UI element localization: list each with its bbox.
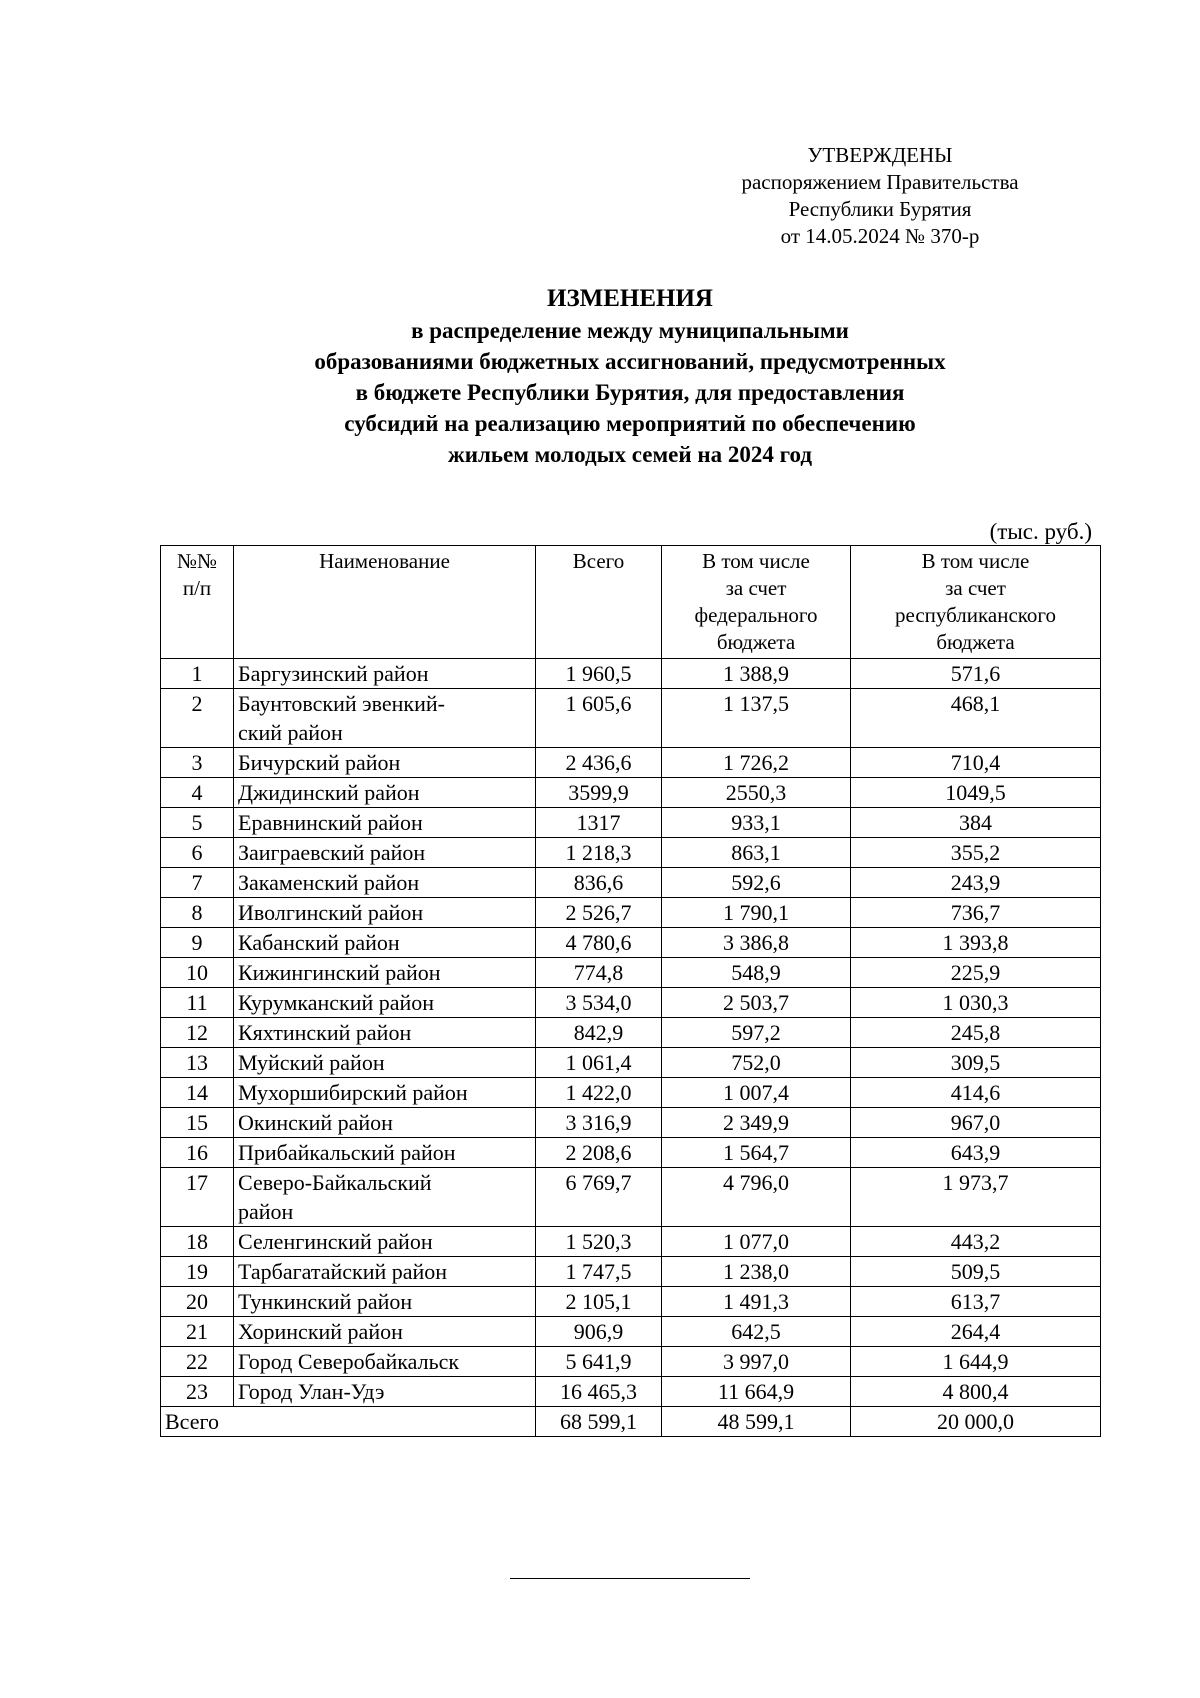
table-row: [161, 659, 1101, 689]
row-federal: 863,1: [662, 838, 851, 868]
row-name: [234, 958, 536, 988]
table-row: [161, 1257, 1101, 1287]
row-federal: 2 503,7: [662, 988, 851, 1018]
row-republic: 245,8: [851, 1018, 1101, 1048]
row-total: 774,8: [536, 958, 662, 988]
row-name-line: ский район: [238, 720, 343, 745]
row-total: 5 641,9: [536, 1347, 662, 1377]
row-name-line: Мухоршибирский район: [238, 1080, 468, 1105]
row-republic: 384: [851, 808, 1101, 838]
table-row: [161, 958, 1101, 988]
total-federal: 48 599,1: [662, 1407, 851, 1437]
row-number: 21: [161, 1317, 234, 1347]
row-republic: 309,5: [851, 1048, 1101, 1078]
approval-decree: распоряжением Правительства: [741, 170, 1019, 194]
row-total: 2 105,1: [536, 1287, 662, 1317]
row-name: [234, 748, 536, 778]
row-name-line: Заиграевский район: [238, 840, 426, 865]
row-republic: 1 393,8: [851, 928, 1101, 958]
approval-heading: УТВЕРЖДЕНЫ: [807, 143, 953, 167]
row-number: 13: [161, 1048, 234, 1078]
row-name: [234, 1257, 536, 1287]
row-republic: 643,9: [851, 1138, 1101, 1168]
row-republic: 264,4: [851, 1317, 1101, 1347]
row-republic: 443,2: [851, 1227, 1101, 1257]
table-row: [161, 898, 1101, 928]
row-total: 16 465,3: [536, 1377, 662, 1407]
row-name: [234, 1048, 536, 1078]
row-total: 1 520,3: [536, 1227, 662, 1257]
row-total: 4 780,6: [536, 928, 662, 958]
title-line: образованиями бюджетных ассигнований, предусмотренных: [314, 349, 946, 374]
row-federal: 1 564,7: [662, 1138, 851, 1168]
row-number: 14: [161, 1078, 234, 1108]
row-total: 3599,9: [536, 778, 662, 808]
row-name-line: Еравнинский район: [238, 810, 423, 835]
row-number: 20: [161, 1287, 234, 1317]
row-federal: 1 388,9: [662, 659, 851, 689]
row-number: 23: [161, 1377, 234, 1407]
table-row: [161, 1108, 1101, 1138]
row-name: [234, 1108, 536, 1138]
row-republic: 1 973,7: [851, 1168, 1101, 1227]
row-number: 22: [161, 1347, 234, 1377]
row-name-line: Баунтовский эвенкий-: [238, 691, 445, 716]
row-name-line: Кабанский район: [238, 930, 400, 955]
title-line: в распределение между муниципальными: [411, 318, 849, 343]
row-number: 12: [161, 1018, 234, 1048]
row-name: [234, 868, 536, 898]
row-name-line: Кижингинский район: [238, 960, 441, 985]
row-total: 2 436,6: [536, 748, 662, 778]
row-number: 11: [161, 988, 234, 1018]
row-federal: 3 386,8: [662, 928, 851, 958]
total-republic: 20 000,0: [851, 1407, 1101, 1437]
row-republic: 243,9: [851, 868, 1101, 898]
row-number: 5: [161, 808, 234, 838]
table-row: [161, 778, 1101, 808]
row-federal: 1 137,5: [662, 689, 851, 748]
row-republic: 1049,5: [851, 778, 1101, 808]
table-row: [161, 1048, 1101, 1078]
row-federal: 1 077,0: [662, 1227, 851, 1257]
row-number: 18: [161, 1227, 234, 1257]
document-title: [150, 282, 1110, 470]
row-federal: 1 491,3: [662, 1287, 851, 1317]
row-number: 16: [161, 1138, 234, 1168]
row-name-line: Иволгинский район: [238, 900, 424, 925]
row-federal: 4 796,0: [662, 1168, 851, 1227]
row-republic: 613,7: [851, 1287, 1101, 1317]
row-name-line: Джидинский район: [238, 780, 420, 805]
row-number: 8: [161, 898, 234, 928]
row-name-line: Бичурский район: [238, 750, 401, 775]
row-total: 836,6: [536, 868, 662, 898]
row-federal: 1 726,2: [662, 748, 851, 778]
table-header-row: [161, 546, 1101, 659]
row-number: 7: [161, 868, 234, 898]
table-row: [161, 1377, 1101, 1407]
row-number: 6: [161, 838, 234, 868]
row-name: [234, 808, 536, 838]
row-name: [234, 1317, 536, 1347]
row-federal: 933,1: [662, 808, 851, 838]
approval-date-number: от 14.05.2024 № 370-р: [780, 224, 980, 248]
row-total: 1317: [536, 808, 662, 838]
row-federal: 592,6: [662, 868, 851, 898]
row-federal: 2 349,9: [662, 1108, 851, 1138]
row-name-line: Закаменский район: [238, 870, 420, 895]
row-federal: 2550,3: [662, 778, 851, 808]
row-number: 1: [161, 659, 234, 689]
row-name-line: Кяхтинский район: [238, 1020, 412, 1045]
row-federal: 752,0: [662, 1048, 851, 1078]
row-total: 1 061,4: [536, 1048, 662, 1078]
row-total: 3 534,0: [536, 988, 662, 1018]
row-republic: 468,1: [851, 689, 1101, 748]
table-row: [161, 1227, 1101, 1257]
title-line: в бюджете Республики Бурятия, для предоставления: [355, 380, 905, 405]
row-name: [234, 988, 536, 1018]
header-federal: В том числе за счет федерального бюджета: [662, 546, 851, 659]
table-total-row: [161, 1407, 1101, 1437]
row-total: 3 316,9: [536, 1108, 662, 1138]
row-number: 9: [161, 928, 234, 958]
header-name: Наименование: [234, 546, 536, 659]
row-name: [234, 778, 536, 808]
row-total: 2 208,6: [536, 1138, 662, 1168]
table-body: [161, 659, 1101, 1407]
row-republic: 225,9: [851, 958, 1101, 988]
row-republic: 710,4: [851, 748, 1101, 778]
table-row: [161, 1347, 1101, 1377]
title-main: ИЗМЕНЕНИЯ: [547, 285, 713, 312]
row-name: [234, 898, 536, 928]
table-row: [161, 1317, 1101, 1347]
row-name: [234, 1168, 536, 1227]
row-name: [234, 1377, 536, 1407]
row-republic: 4 800,4: [851, 1377, 1101, 1407]
row-number: 15: [161, 1108, 234, 1138]
row-name: [234, 1347, 536, 1377]
header-number: №№ п/п: [161, 546, 234, 659]
row-name: [234, 1078, 536, 1108]
row-number: 4: [161, 778, 234, 808]
row-republic: 414,6: [851, 1078, 1101, 1108]
total-label: Всего: [161, 1407, 536, 1437]
row-total: 6 769,7: [536, 1168, 662, 1227]
table-row: [161, 838, 1101, 868]
table-row: [161, 1168, 1101, 1227]
title-line: жильем молодых семей на 2024 год: [448, 442, 812, 467]
table-row: [161, 748, 1101, 778]
table-row: [161, 1078, 1101, 1108]
row-total: 1 747,5: [536, 1257, 662, 1287]
row-name-line: Муйский район: [238, 1050, 385, 1075]
table-row: [161, 1138, 1101, 1168]
table-row: [161, 689, 1101, 748]
total-all: 68 599,1: [536, 1407, 662, 1437]
row-name: [234, 838, 536, 868]
row-federal: 642,5: [662, 1317, 851, 1347]
approval-region: Республики Бурятия: [788, 197, 972, 221]
row-total: 842,9: [536, 1018, 662, 1048]
row-total: 906,9: [536, 1317, 662, 1347]
row-name: [234, 1287, 536, 1317]
row-federal: 3 997,0: [662, 1347, 851, 1377]
row-name-line: Тарбагатайский район: [238, 1259, 448, 1284]
end-separator-line: [510, 1578, 750, 1579]
row-number: 19: [161, 1257, 234, 1287]
row-republic: 509,5: [851, 1257, 1101, 1287]
table-row: [161, 1287, 1101, 1317]
row-name-line: Баргузинский район: [238, 661, 429, 686]
row-number: 2: [161, 689, 234, 748]
row-federal: 1 238,0: [662, 1257, 851, 1287]
table-row: [161, 808, 1101, 838]
row-name: [234, 1138, 536, 1168]
row-federal: 1 790,1: [662, 898, 851, 928]
row-name: [234, 689, 536, 748]
table-row: [161, 868, 1101, 898]
budget-table: [160, 545, 1101, 1437]
row-federal: 548,9: [662, 958, 851, 988]
row-name-line: Хоринский район: [238, 1319, 403, 1344]
header-total: Всего: [536, 546, 662, 659]
row-total: 1 422,0: [536, 1078, 662, 1108]
header-republic: В том числе за счет республиканского бюджета: [851, 546, 1101, 659]
approval-stamp: [690, 142, 1070, 250]
row-republic: 1 644,9: [851, 1347, 1101, 1377]
row-name-line: Город Улан-Удэ: [238, 1379, 385, 1404]
row-name-line: Северо-Байкальский: [238, 1170, 432, 1195]
row-total: 1 218,3: [536, 838, 662, 868]
row-total: 1 605,6: [536, 689, 662, 748]
row-total: 2 526,7: [536, 898, 662, 928]
row-republic: 736,7: [851, 898, 1101, 928]
table-row: [161, 1018, 1101, 1048]
row-republic: 571,6: [851, 659, 1101, 689]
row-name-line: Прибайкальский район: [238, 1140, 456, 1165]
row-name: [234, 928, 536, 958]
row-name-line: Курумканский район: [238, 990, 435, 1015]
row-name-line: район: [238, 1199, 294, 1224]
title-line: субсидий на реализацию мероприятий по обеспечению: [344, 411, 916, 436]
row-name: [234, 659, 536, 689]
units-label: (тыс. руб.): [989, 519, 1092, 544]
row-republic: 1 030,3: [851, 988, 1101, 1018]
row-republic: 967,0: [851, 1108, 1101, 1138]
row-federal: 1 007,4: [662, 1078, 851, 1108]
row-republic: 355,2: [851, 838, 1101, 868]
row-name-line: Город Северобайкальск: [238, 1349, 460, 1374]
row-name-line: Тункинский район: [238, 1289, 413, 1314]
table-row: [161, 988, 1101, 1018]
row-federal: 11 664,9: [662, 1377, 851, 1407]
row-number: 17: [161, 1168, 234, 1227]
table-row: [161, 928, 1101, 958]
row-number: 3: [161, 748, 234, 778]
row-total: 1 960,5: [536, 659, 662, 689]
row-federal: 597,2: [662, 1018, 851, 1048]
row-name-line: Селенгинский район: [238, 1229, 433, 1254]
row-number: 10: [161, 958, 234, 988]
row-name-line: Окинский район: [238, 1110, 393, 1135]
row-name: [234, 1018, 536, 1048]
row-name: [234, 1227, 536, 1257]
